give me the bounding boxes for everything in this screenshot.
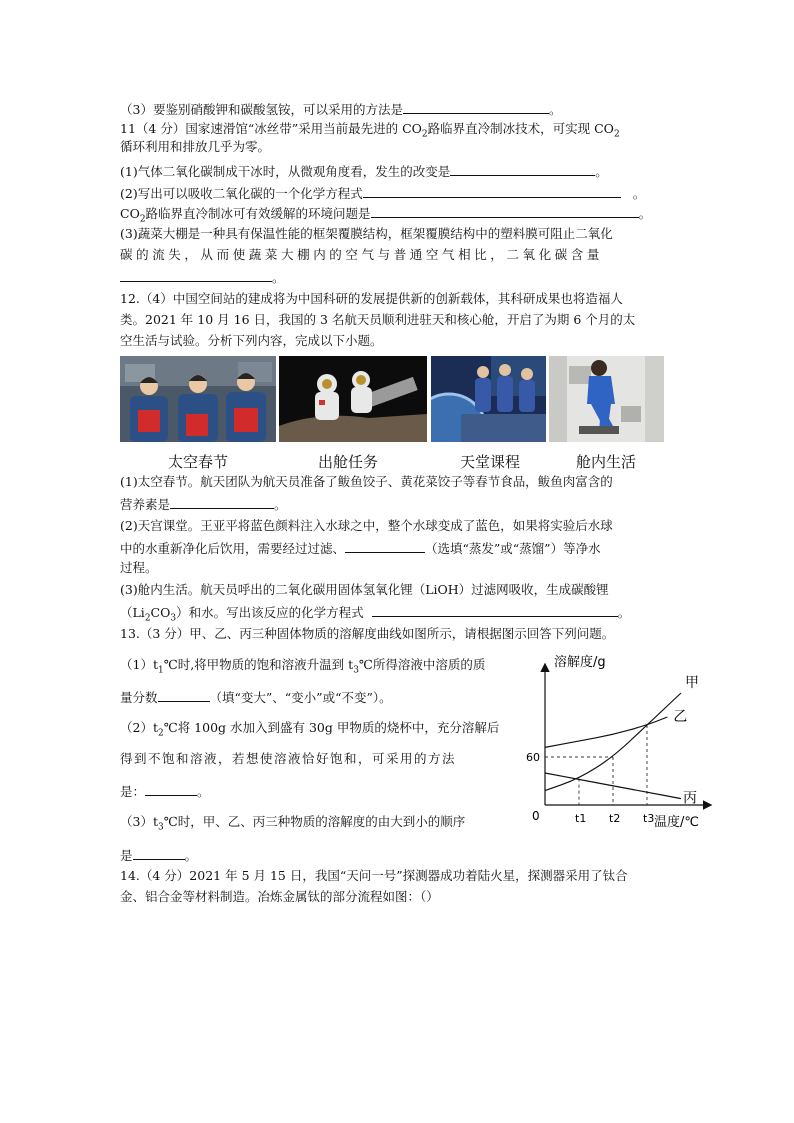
answer-blank[interactable] bbox=[372, 603, 618, 617]
q11-title: 11（4 分）国家速滑馆“冰丝带”采用当前最先进的 $CO_2$路临界直冷制冰技术，可实现 $CO_2$ bbox=[120, 121, 620, 140]
answer-blank[interactable] bbox=[345, 539, 425, 553]
answer-blank[interactable] bbox=[170, 495, 274, 509]
photo-tiangong-class bbox=[431, 356, 546, 442]
caption-2: 出舱任务 bbox=[317, 453, 378, 471]
q13-part3-cont: 是 。 bbox=[120, 848, 198, 863]
q14-title-cont: 金、铝合金等材料制造。冶炼金属钛的部分流程如图：（） bbox=[120, 889, 439, 904]
q13-part2: $(2)t_2℃$将 100g 水加入到盛有 30g 甲物质的烧杯中，充分溶解后 bbox=[120, 720, 500, 739]
answer-blank[interactable] bbox=[120, 268, 272, 282]
q13-part1: $(1)t_1℃$时,将甲物质的饱和溶液升温到 $t_3℃$所得溶液中溶质的质 bbox=[120, 657, 486, 676]
q12-part2-cont: 中的水重新净化后饮用，需要经过过滤、 （选填“蒸发”或“蒸馏”）等净水 bbox=[120, 541, 601, 556]
answer-blank[interactable] bbox=[133, 846, 185, 860]
q13-part1-cont: 量分数 （填“变大”、“变小”或“不变”）。 bbox=[120, 690, 392, 705]
q11-title-cont: 循环利用和排放几乎为零。 bbox=[120, 139, 271, 154]
q11-part2b: $CO_2$路临界直冷制冰可有效缓解的环境问题是 。 bbox=[120, 206, 652, 225]
series-label: 丙 bbox=[683, 790, 697, 807]
astronauts-image bbox=[120, 356, 276, 442]
x-axis-label: 温度/℃ bbox=[654, 815, 699, 830]
caption-4: 舱内生活 bbox=[575, 453, 636, 471]
series-label: 乙 bbox=[673, 709, 688, 725]
q11-part3-answer: 。 bbox=[120, 268, 285, 286]
q12-part1-cont: 营养素是 。 bbox=[120, 497, 287, 512]
q-prev-part3: （3）要鉴别硝酸钾和碳酸氢铵，可以采用的方法是 。 bbox=[120, 102, 562, 117]
space-class-image bbox=[431, 356, 546, 442]
series-label: 甲 bbox=[685, 675, 699, 691]
cabin-life-image bbox=[549, 356, 664, 442]
q13-part2-cont: 得到不饱和溶液，若想使溶液恰好饱和，可采用的方法 bbox=[120, 751, 457, 766]
q11-part3: (3)蔬菜大棚是一种具有保温性能的框架覆膜结构，框架覆膜结构中的塑料膜可阻止二氧化 bbox=[120, 226, 613, 241]
caption-1: 太空春节 bbox=[167, 453, 228, 471]
answer-blank[interactable] bbox=[363, 184, 621, 198]
x-tick-label: t1 bbox=[575, 812, 587, 825]
q12-intro-3: 空生活与试验。分析下列内容，完成以下小题。 bbox=[120, 333, 383, 348]
q13-part3: $(3)t_3℃$时，甲、乙、丙三种物质的溶解度的由大到小的顺序 bbox=[120, 814, 466, 833]
q11-part1: (1)气体二氧化碳制成干冰时，从微观角度看，发生的改变是 。 bbox=[120, 164, 608, 179]
answer-blank[interactable] bbox=[145, 782, 197, 796]
y-axis-label: 溶解度/g bbox=[554, 655, 606, 670]
photo-spacewalk bbox=[279, 356, 427, 442]
q12-part3: (3)舱内生活。航天员呼出的二氧化碳用固体氢氧化锂（LiOH）过滤网吸收，生成碳酸锂 bbox=[120, 582, 609, 597]
q12-intro-1: 12.（4）中国空间站的建成将为中国科研的发展提供新的创新载体，其科研成果也将造福人 bbox=[120, 291, 623, 306]
q13-title: 13.（3 分）甲、乙、丙三种固体物质的溶解度曲线如图所示，请根据图示回答下列问题。 bbox=[120, 626, 615, 641]
y-tick-label: 60 bbox=[526, 751, 540, 764]
caption-3: 天堂课程 bbox=[459, 453, 520, 471]
q13-part2-end: 是： 。 bbox=[120, 784, 210, 799]
spacewalk-image bbox=[279, 356, 427, 442]
answer-blank[interactable] bbox=[450, 162, 595, 176]
x-tick-label: t2 bbox=[609, 812, 621, 825]
answer-blank[interactable] bbox=[371, 204, 639, 218]
photo-cabin-life bbox=[549, 356, 664, 442]
x-tick-label: t3 bbox=[643, 812, 655, 825]
origin-label: 0 bbox=[532, 809, 540, 823]
curve-yi bbox=[545, 717, 667, 747]
solubility-chart bbox=[520, 650, 720, 830]
q12-part3-cont: $(Li_2CO_3)$和水。写出该反应的化学方程式 。 bbox=[120, 605, 631, 624]
q11-part2: (2)写出可以吸收二氧化碳的一个化学方程式 。 bbox=[120, 186, 646, 201]
q14-title: 14.（4 分）2021 年 5 月 15 日，我国“天问一号”探测器成功着陆火星，探测器采用了钛合 bbox=[120, 868, 628, 883]
answer-blank[interactable] bbox=[158, 688, 210, 702]
q12-part1: (1)太空春节。航天团队为航天员准备了鲅鱼饺子、黄花菜饺子等春节食品，鲅鱼肉富含的 bbox=[120, 474, 613, 489]
photo-space-spring-festival bbox=[120, 356, 276, 442]
q11-part3-cont: 碳的流失，从而使蔬菜大棚内的空气与普通空气相比，二氧化碳含量 bbox=[120, 247, 604, 262]
answer-blank[interactable] bbox=[403, 100, 549, 114]
q12-intro-2: 类。2021 年 10 月 16 日，我国的 3 名航天员顺利进驻天和核心舱，开启了为期 6 个月的太 bbox=[120, 312, 636, 327]
q12-part2-end: 过程。 bbox=[120, 560, 158, 575]
q12-part2: (2)天宫课堂。王亚平将蓝色颜料注入水球之中，整个水球变成了蓝色，如果将实验后水球 bbox=[120, 518, 613, 533]
